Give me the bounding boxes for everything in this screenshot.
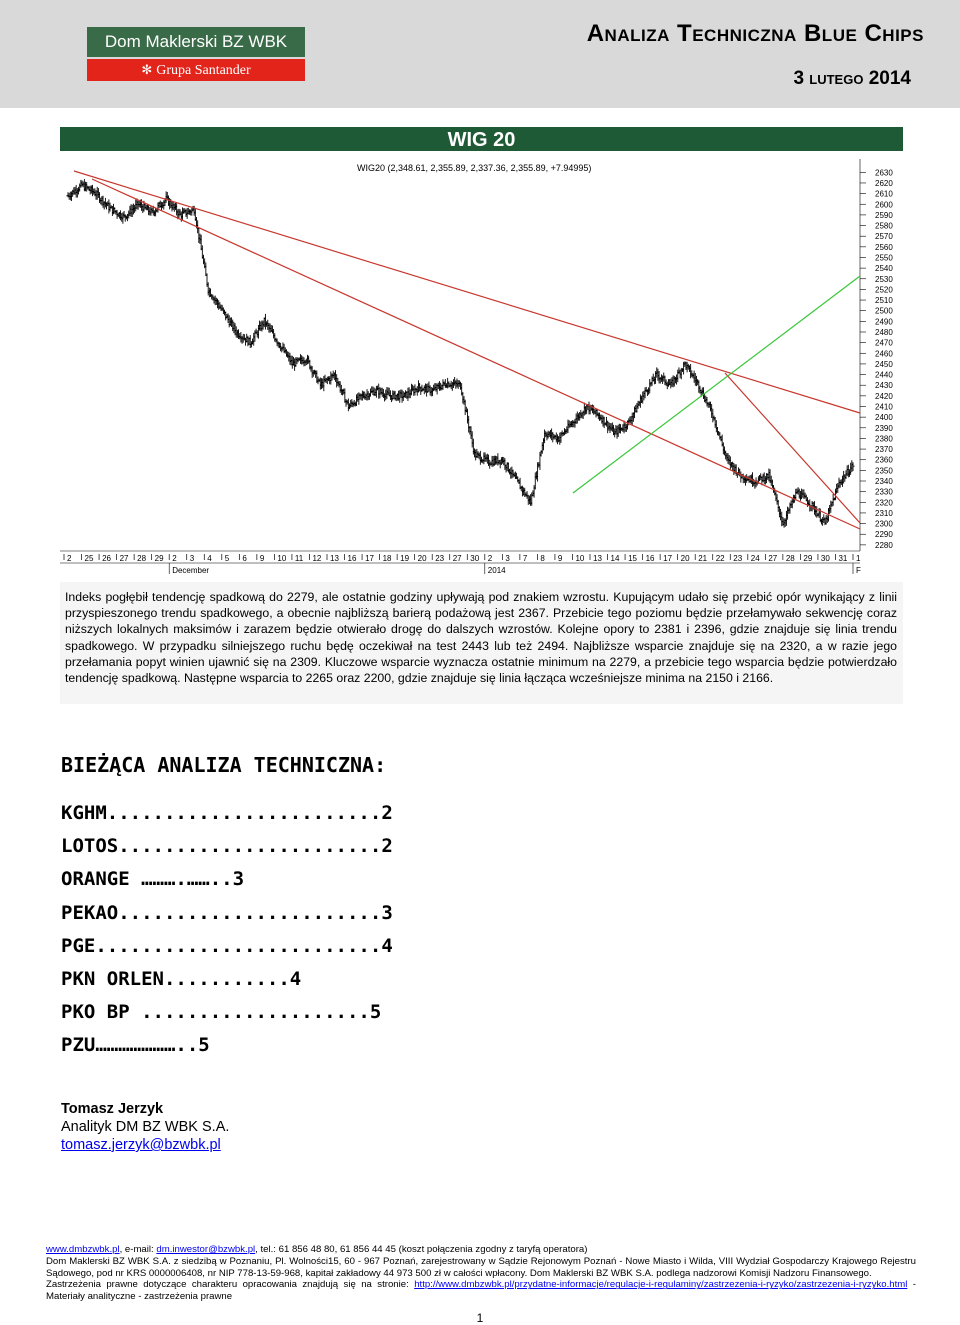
y-tick-label: 2570 bbox=[875, 232, 893, 242]
x-tick-label: 27 bbox=[119, 554, 129, 563]
x-tick-label: 3 bbox=[189, 554, 195, 563]
x-tick-label: 13 bbox=[593, 554, 602, 563]
toc-item-orange[interactable]: ORANGE ……….……..3 bbox=[61, 868, 245, 891]
y-tick-label: 2350 bbox=[875, 466, 893, 476]
y-tick-label: 2510 bbox=[875, 296, 893, 306]
table-of-contents bbox=[61, 800, 393, 1066]
x-tick-label: 15 bbox=[628, 554, 637, 563]
y-tick-label: 2450 bbox=[875, 359, 893, 369]
x-tick-label: 30 bbox=[470, 554, 480, 563]
month-label: F bbox=[856, 566, 861, 575]
y-tick-label: 2420 bbox=[875, 391, 893, 401]
month-label: 2014 bbox=[487, 566, 506, 575]
y-tick-label: 2620 bbox=[875, 178, 893, 188]
y-tick-label: 2440 bbox=[875, 370, 893, 380]
email-link[interactable]: dm.inwestor@bzwbk.pl bbox=[156, 1244, 256, 1255]
x-tick-label: 13 bbox=[330, 554, 339, 563]
y-tick-label: 2360 bbox=[875, 455, 893, 465]
y-tick-label: 2390 bbox=[875, 423, 893, 433]
disclaimer-link[interactable]: http://www.dmbzwbk.pl/przydatne-informacje/regulacje-i-regulaminy/zastrzezenia-i-ryzyko/zastrzezenia-i-ryzyko.html bbox=[414, 1279, 908, 1291]
x-tick-label: 31 bbox=[838, 554, 848, 563]
document-title: Analiza Techniczna Blue Chips bbox=[586, 20, 924, 47]
website-link[interactable]: www.dmbzwbk.pl bbox=[46, 1244, 120, 1255]
toc-item-pzu[interactable]: PZU…………………..5 bbox=[61, 1034, 210, 1057]
x-tick-label: 2 bbox=[172, 554, 177, 563]
x-tick-label: 25 bbox=[84, 554, 94, 563]
y-tick-label: 2340 bbox=[875, 477, 893, 487]
y-tick-label: 2530 bbox=[875, 274, 893, 284]
y-tick-label: 2630 bbox=[875, 168, 893, 178]
x-tick-label: 3 bbox=[505, 554, 510, 563]
y-tick-label: 2520 bbox=[875, 285, 893, 295]
y-tick-label: 2470 bbox=[875, 338, 893, 348]
flame-icon: ✻ bbox=[141, 62, 153, 77]
x-tick-label: 16 bbox=[347, 554, 357, 563]
chart-legend: WIG20 (2,348.61, 2,355.89, 2,337.36, 2,355.89, +7.94995) bbox=[357, 163, 592, 173]
x-tick-label: 23 bbox=[733, 554, 743, 563]
author-email-link[interactable]: tomasz.jerzyk@bzwbk.pl bbox=[61, 1137, 221, 1153]
x-tick-label: 30 bbox=[820, 554, 830, 563]
toc-item-pge[interactable]: PGE.........................4 bbox=[61, 934, 393, 957]
x-tick-label: 28 bbox=[785, 554, 795, 563]
y-tick-label: 2500 bbox=[875, 306, 893, 316]
footer-company: Dom Maklerski BZ WBK S.A. z siedzibą w Poznaniu, Pl. Wolności15, 60 - 967 Poznań, zarejestrowany w Sądzie Rejonowym Poznań - Nowe Miasto i Wilda, VIII Wydział Gospodarczy Krajowego Rejestru Sądowego, pod nr KRS 0000006408, nr NIP 778-13-59-968, kapitał zakładowy 44 973 500 zł w całości wpłacony. Dom Maklerski BZ WBK S.A. podlega nadzorowi Komisji Nadzoru Finansowego. bbox=[46, 1255, 916, 1279]
footer-contact: www.dmbzwbk.pl, e-mail: dm.inwestor@bzwbk.pl, tel.: 61 856 48 80, 61 856 44 45 (koszt połączenia zgodny z taryfą operatora) bbox=[46, 1244, 588, 1255]
page-number: 1 bbox=[476, 1311, 484, 1325]
x-tick-label: 9 bbox=[259, 554, 265, 563]
x-tick-label: 20 bbox=[680, 554, 690, 563]
y-tick-label: 2540 bbox=[875, 264, 893, 274]
x-tick-label: 14 bbox=[610, 554, 620, 563]
x-tick-label: 1 bbox=[856, 554, 861, 563]
x-tick-label: 26 bbox=[102, 554, 111, 563]
x-tick-label: 16 bbox=[645, 554, 655, 563]
x-tick-label: 28 bbox=[137, 554, 147, 563]
x-tick-label: 27 bbox=[452, 554, 462, 563]
y-tick-label: 2490 bbox=[875, 317, 893, 327]
author-block bbox=[61, 1100, 229, 1154]
author-name: Tomasz Jerzyk bbox=[61, 1101, 164, 1117]
x-tick-label: 10 bbox=[575, 554, 585, 563]
y-tick-label: 2410 bbox=[875, 402, 893, 412]
x-tick-label: 2 bbox=[487, 554, 493, 563]
y-tick-label: 2290 bbox=[875, 530, 893, 540]
toc-item-pko-bp[interactable]: PKO BP ....................5 bbox=[61, 1001, 382, 1024]
y-tick-label: 2370 bbox=[875, 445, 893, 455]
x-tick-label: 17 bbox=[365, 554, 374, 563]
section-title: BIEŻĄCA ANALIZA TECHNICZNA: bbox=[61, 753, 387, 777]
analysis-paragraph: Indeks pogłębił tendencję spadkową do 2279, ale ostatnie godziny upływają pod znakiem wzrostu. Kupującym udało się przebić opór wynikający z linii przyspieszonego trendu spadkowego, a obecnie najbliższą barierą podażową jest 2367. Przebicie tego poziomu będzie przełamywało sekwencję coraz niższych lokalnych maksimów i zarazem będzie otwierało drogę do dalszych wzrostów. Kolejne opory to 2381 i 2396, gdzie znajduje się linia trendu spadkowego. W przypadku silniejszego ruchu będę oczekiwał na test 2443 lub też 2494. Najbliższe wsparcie znajduje się na 2320, a w razie jego przełamania popyt winien ujawnić się na 2309. Kluczowe wsparcie wyznacza ostatnie minimum na 2279, a przebicie tego wsparcia będzie potwierdzało tendencję spadkową. Następne wsparcia to 2265 oraz 2200, gdzie znajduje się linia łącząca wcześniejsze minima na 2150 i 2166. bbox=[65, 590, 897, 686]
page-header bbox=[0, 0, 960, 108]
y-tick-label: 2600 bbox=[875, 200, 893, 210]
chart-title: WIG 20 bbox=[60, 127, 903, 151]
y-tick-label: 2610 bbox=[875, 189, 893, 199]
y-tick-label: 2550 bbox=[875, 253, 893, 263]
y-tick-label: 2330 bbox=[875, 487, 893, 497]
document-date: 3 lutego 2014 bbox=[793, 68, 911, 89]
x-tick-label: 17 bbox=[663, 554, 673, 563]
x-tick-label: 29 bbox=[154, 554, 164, 563]
y-tick-label: 2380 bbox=[875, 434, 893, 444]
month-label: December bbox=[172, 566, 210, 575]
toc-item-pkn-orlen[interactable]: PKN ORLEN...........4 bbox=[61, 967, 302, 990]
x-tick-label: 21 bbox=[698, 554, 708, 563]
page-footer bbox=[46, 1244, 916, 1303]
footer-disclaimer: Zastrzeżenia prawne dotyczące charakteru opracowania znajdują się na stronie: http://www.dmbzwbk.pl/przydatne-informacje/regulacje-i-regulaminy/zastrzezenia-i-ryzyko/zastrzezenia-i-ryzyko.html - Materiały analityczne - zastrzeżenia prawne bbox=[46, 1279, 916, 1303]
y-tick-label: 2400 bbox=[875, 413, 893, 423]
x-tick-label: 12 bbox=[312, 554, 322, 563]
y-tick-label: 2560 bbox=[875, 242, 893, 252]
x-tick-label: 23 bbox=[435, 554, 445, 563]
toc-item-lotos[interactable]: LOTOS.......................2 bbox=[61, 835, 393, 858]
x-tick-label: 18 bbox=[382, 554, 392, 563]
brand-logo[interactable] bbox=[87, 27, 305, 81]
x-tick-label: 8 bbox=[540, 554, 545, 563]
x-tick-label: 7 bbox=[522, 554, 528, 563]
y-tick-label: 2480 bbox=[875, 327, 893, 337]
y-tick-label: 2310 bbox=[875, 508, 893, 518]
y-tick-label: 2580 bbox=[875, 221, 893, 231]
logo-text-bottom: ✻ Grupa Santander bbox=[87, 59, 305, 81]
logo-text-top: Dom Maklerski BZ WBK bbox=[87, 27, 305, 57]
y-tick-label: 2430 bbox=[875, 381, 893, 391]
x-tick-label: 4 bbox=[207, 554, 212, 563]
x-tick-label: 20 bbox=[417, 554, 427, 563]
x-tick-label: 9 bbox=[557, 554, 563, 563]
x-tick-label: 19 bbox=[400, 554, 410, 563]
x-tick-label: 22 bbox=[715, 554, 725, 563]
chart-plot-area bbox=[60, 151, 903, 582]
x-tick-label: 10 bbox=[277, 554, 287, 563]
author-role: Analityk DM BZ WBK S.A. bbox=[61, 1119, 230, 1135]
wig20-chart bbox=[60, 151, 903, 582]
y-tick-label: 2280 bbox=[875, 540, 893, 550]
x-tick-label: 2 bbox=[67, 554, 72, 563]
x-tick-label: 24 bbox=[750, 554, 760, 563]
y-tick-label: 2300 bbox=[875, 519, 893, 529]
x-tick-label: 27 bbox=[768, 554, 778, 563]
x-tick-label: 11 bbox=[294, 554, 304, 563]
x-tick-label: 5 bbox=[224, 554, 230, 563]
y-tick-label: 2320 bbox=[875, 498, 893, 508]
toc-item-pekao[interactable]: PEKAO.......................3 bbox=[61, 901, 393, 924]
x-tick-label: 29 bbox=[803, 554, 813, 563]
x-tick-label: 6 bbox=[242, 554, 247, 563]
y-tick-label: 2590 bbox=[875, 210, 893, 220]
y-tick-label: 2460 bbox=[875, 349, 893, 359]
toc-item-kghm[interactable]: KGHM........................2 bbox=[61, 802, 393, 824]
